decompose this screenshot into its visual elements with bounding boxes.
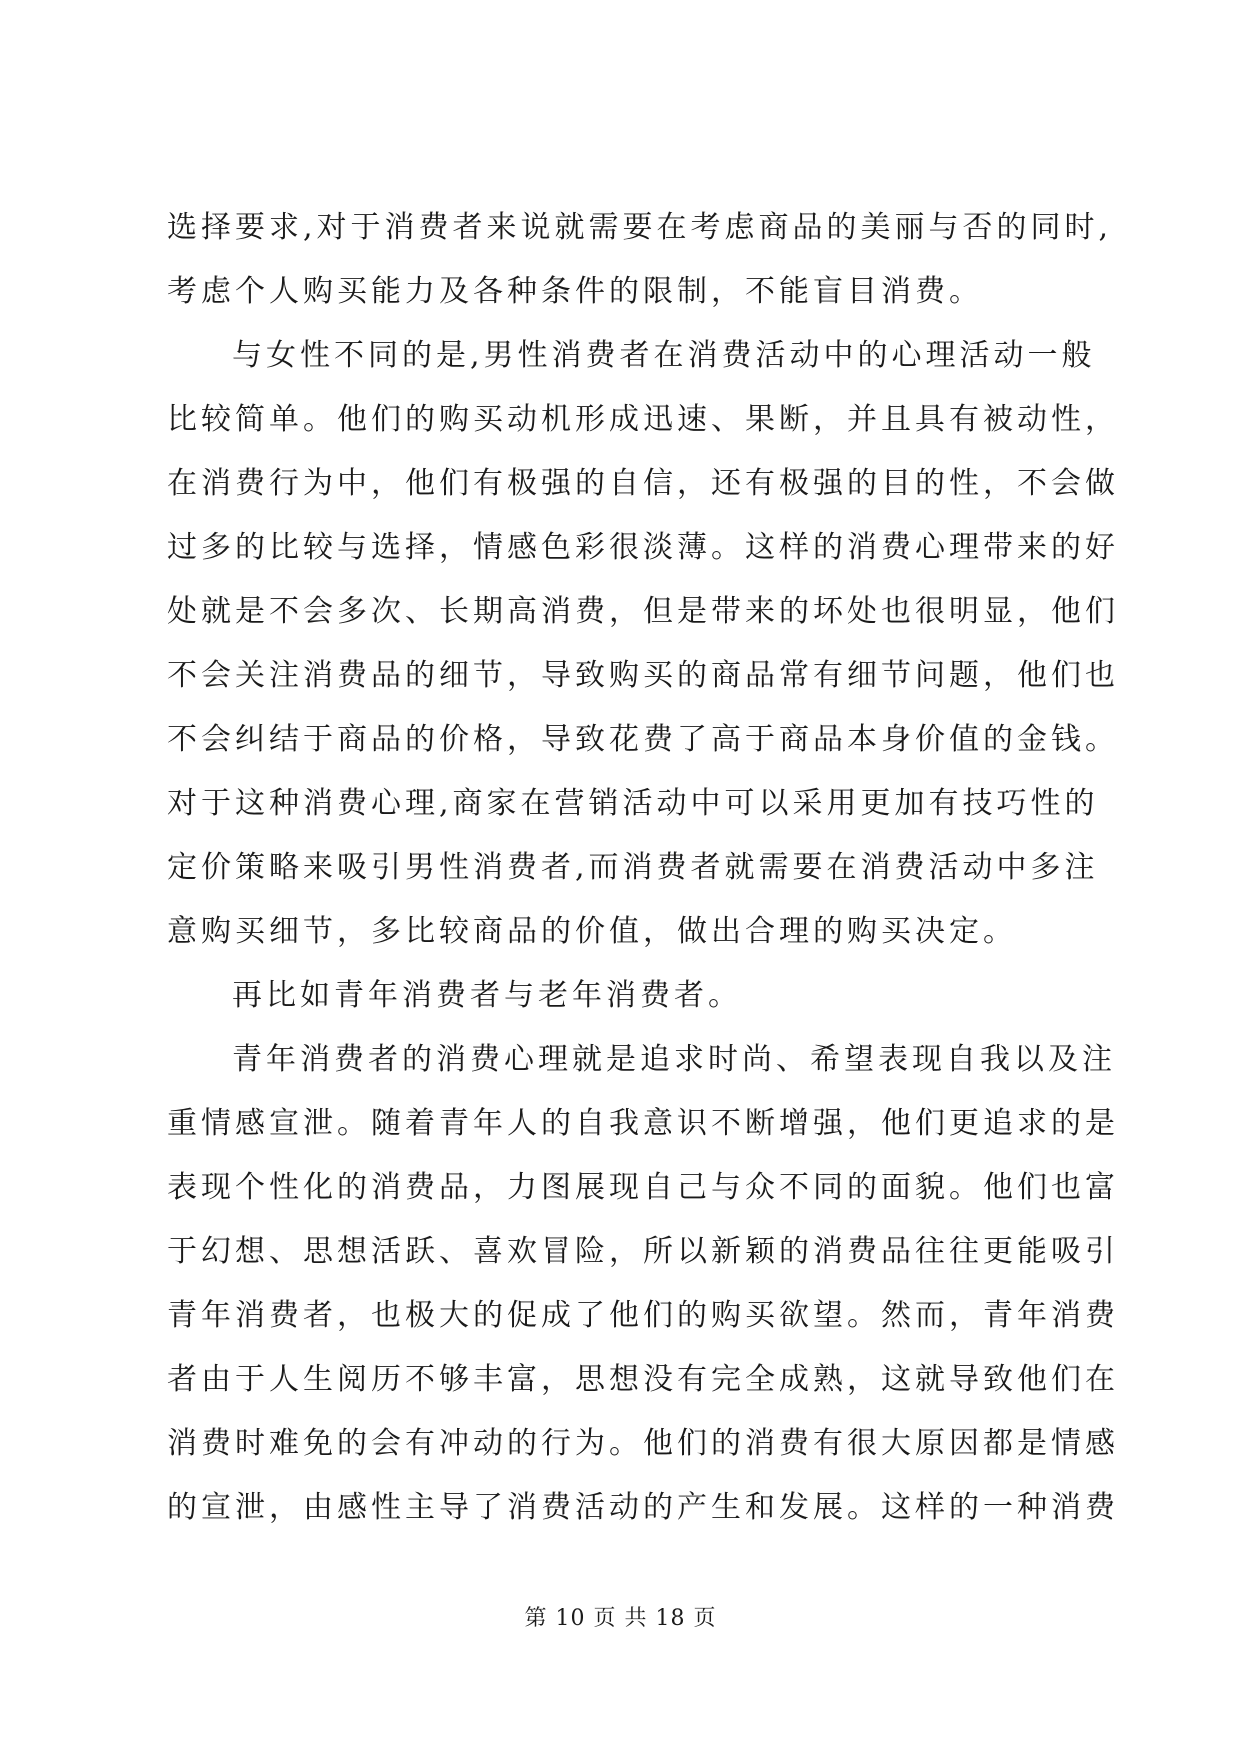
text-line: 于幻想、思想活跃、喜欢冒险，所以新颖的消费品往往更能吸引 [167,1234,1119,1269]
text-line: 处就是不会多次、长期高消费，但是带来的坏处也很明显，他们 [167,594,1119,629]
text-line: 重情感宣泄。随着青年人的自我意识不断增强，他们更追求的是 [167,1106,1119,1141]
text-line: 选择要求,对于消费者来说就需要在考虑商品的美丽与否的同时, [167,210,1113,245]
text-line: 定价策略来吸引男性消费者,而消费者就需要在消费活动中多注 [167,850,1099,885]
text-line: 对于这种消费心理,商家在营销活动中可以采用更加有技巧性的 [167,786,1099,821]
text-line: 者由于人生阅历不够丰富，思想没有完全成熟，这就导致他们在 [167,1362,1119,1397]
text-line: 不会关注消费品的细节，导致购买的商品常有细节问题，他们也 [167,658,1119,693]
text-line: 表现个性化的消费品，力图展现自己与众不同的面貌。他们也富 [167,1170,1119,1205]
paragraph-start-line: 与女性不同的是,男性消费者在消费活动中的心理活动一般 [232,338,1096,373]
text-line: 的宣泄，由感性主导了消费活动的产生和发展。这样的一种消费 [167,1490,1119,1525]
text-line: 比较简单。他们的购买动机形成迅速、果断，并且具有被动性， [167,402,1119,437]
text-line: 意购买细节，多比较商品的价值，做出合理的购买决定。 [167,914,1017,949]
text-line: 过多的比较与选择，情感色彩很淡薄。这样的消费心理带来的好 [167,530,1119,565]
text-line: 青年消费者，也极大的促成了他们的购买欲望。然而，青年消费 [167,1298,1119,1333]
paragraph-start-line: 再比如青年消费者与老年消费者。 [232,978,742,1013]
text-line: 在消费行为中，他们有极强的自信，还有极强的目的性，不会做 [167,466,1119,501]
page-number-footer: 第 10 页 共 18 页 [524,1606,717,1631]
text-line: 不会纠结于商品的价格，导致花费了高于商品本身价值的金钱。 [167,722,1119,757]
text-line: 消费时难免的会有冲动的行为。他们的消费有很大原因都是情感 [167,1426,1119,1461]
text-line: 考虑个人购买能力及各种条件的限制，不能盲目消费。 [167,274,983,309]
paragraph-start-line: 青年消费者的消费心理就是追求时尚、希望表现自我以及注 [232,1042,1116,1077]
